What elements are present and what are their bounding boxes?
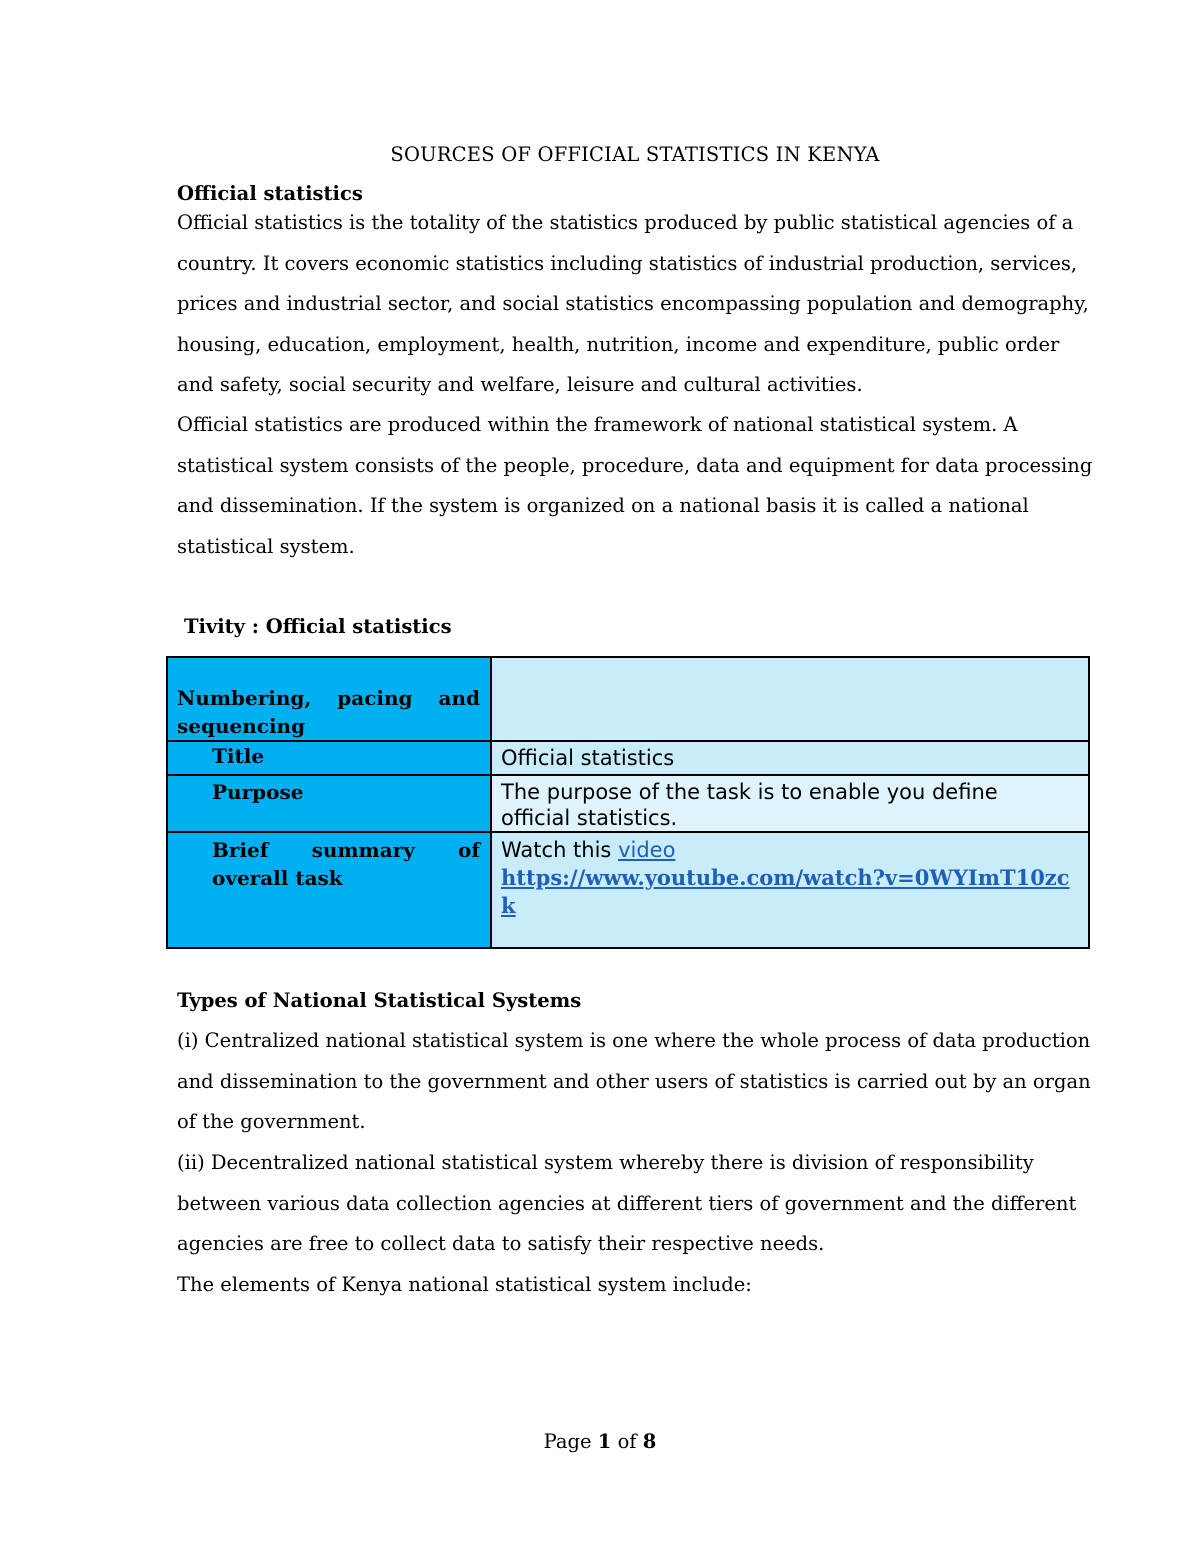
table-row xyxy=(167,832,1089,948)
purpose-label-cell xyxy=(167,775,491,832)
paragraph-decentralized-system: (ii) Decentralized national statistical system whereby there is division of responsibility between various data collection agencies at different tiers of government and the different agencies are free to collect data to satisfy their respective needs. xyxy=(177,1151,1077,1255)
purpose-value: The purpose of the task is to enable you define official statistics. xyxy=(501,780,998,830)
summary-value xyxy=(492,833,1088,920)
purpose-value-cell xyxy=(491,775,1089,832)
total-pages-number: 8 xyxy=(642,1430,657,1453)
table-row xyxy=(167,775,1089,832)
activity-heading: Tivity : Official statistics xyxy=(184,615,452,638)
page-footer xyxy=(0,1430,1200,1453)
table-row xyxy=(167,657,1089,741)
of-word: of xyxy=(617,1430,637,1453)
title-value: Official statistics xyxy=(501,746,675,770)
purpose-label: Purpose xyxy=(212,780,304,804)
page-word: Page xyxy=(543,1430,592,1453)
video-link[interactable]: video xyxy=(618,838,676,862)
document-title: SOURCES OF OFFICIAL STATISTICS IN KENYA xyxy=(390,143,880,166)
section-heading-official-statistics: Official statistics xyxy=(177,182,363,205)
summary-prefix: Watch this xyxy=(501,838,612,862)
paragraph-official-statistics-definition: Official statistics is the totality of the statistics produced by public statistical agencies of a country. It covers economic statistics including statistics of industrial production, services, prices and industrial sector, and social statistics encompassing population and demography, housing, education, employment, health, nutrition, income and expenditure, public order and safety, social security and welfare, leisure and cultural activities. xyxy=(177,211,1089,396)
title-label: Title xyxy=(212,744,265,768)
paragraph-elements-intro: The elements of Kenya national statistical system include: xyxy=(177,1273,752,1296)
summary-label: Brief summary of overall task xyxy=(212,838,480,890)
title-value-cell xyxy=(491,741,1089,775)
summary-label-cell xyxy=(167,832,491,948)
paragraph-statistical-system: Official statistics are produced within the framework of national statistical system. A statistical system consists of the people, procedure, data and equipment for data processing and dissemination. If the system is organized on a national basis it is called a national statistical system. xyxy=(177,413,1093,558)
current-page-number: 1 xyxy=(597,1430,612,1453)
paragraph-centralized-system: (i) Centralized national statistical system is one where the whole process of data production and dissemination to the government and other users of statistics is carried out by an organ of the government. xyxy=(177,1029,1091,1133)
section-heading-types: Types of National Statistical Systems xyxy=(177,989,582,1012)
summary-value-cell xyxy=(491,832,1089,948)
youtube-url-link[interactable]: https://www.youtube.com/watch?v=0WYImT10zck xyxy=(501,865,1070,918)
table-header-value-cell xyxy=(491,657,1089,741)
title-label-cell xyxy=(167,741,491,775)
table-row xyxy=(167,741,1089,775)
numbering-pacing-label: Numbering, pacing and sequencing xyxy=(177,686,480,738)
table-header-cell xyxy=(167,657,491,741)
activity-table xyxy=(166,656,1090,949)
